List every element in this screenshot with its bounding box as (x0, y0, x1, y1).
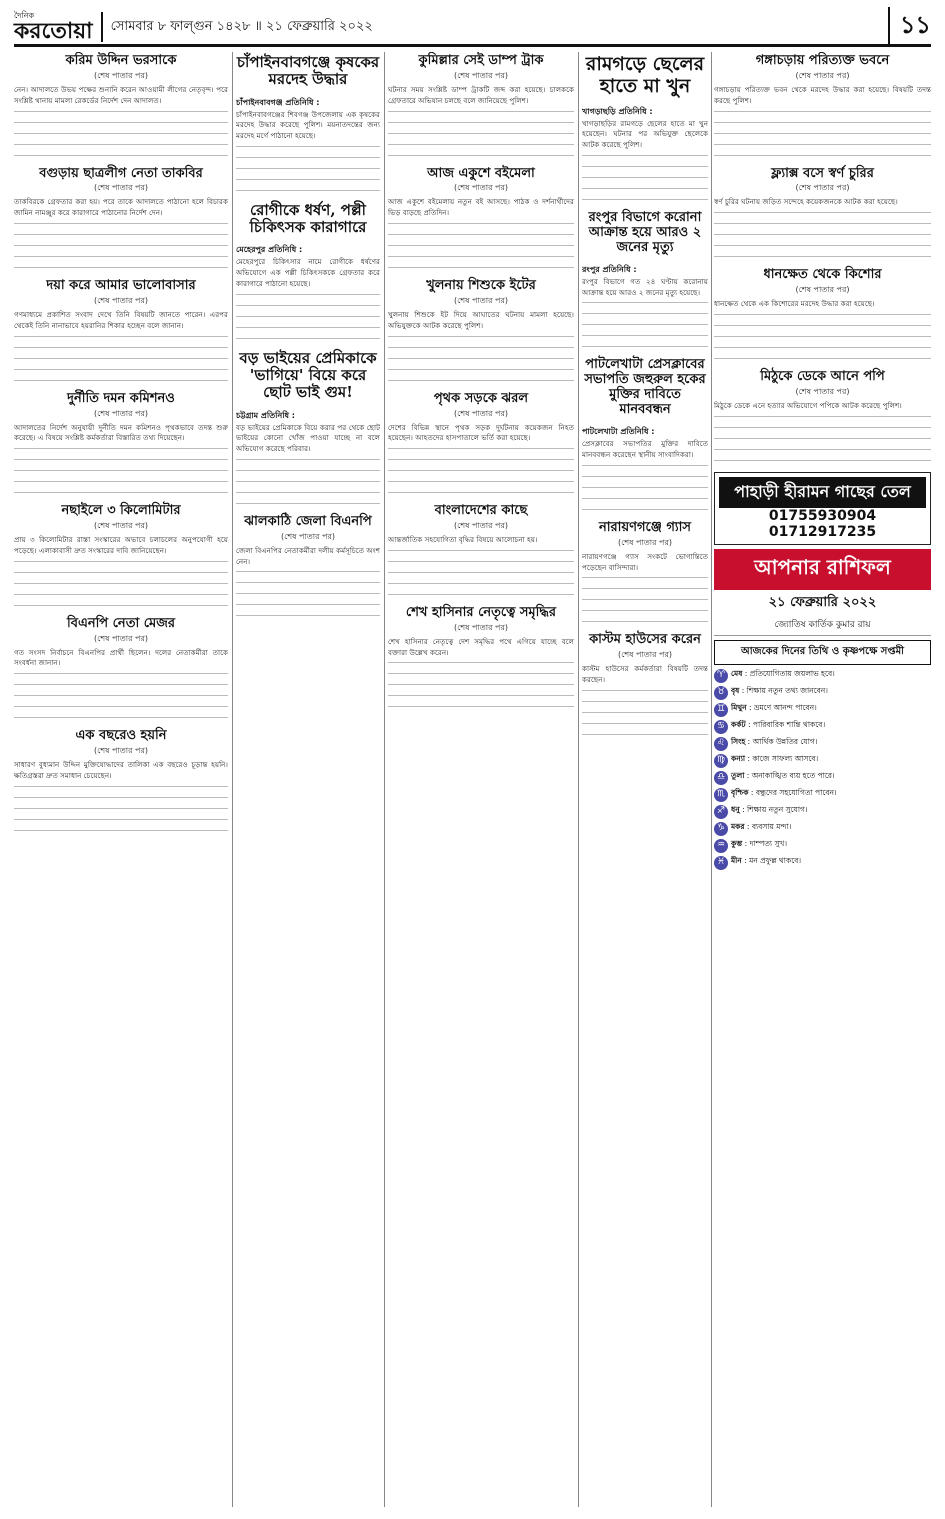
zodiac-reading: কাজে সাফল্য আসবে। (752, 753, 819, 763)
article-text-filler (582, 151, 708, 205)
article-headline: ঝালকাঠি জেলা বিএনপি (244, 513, 372, 529)
zodiac-reading: মন প্রফুল্ল থাকবে। (749, 855, 802, 865)
horoscope-item (714, 839, 931, 853)
article-byline: চাঁপাইনবাবগঞ্জ প্রতিনিধি : (236, 97, 320, 107)
article (236, 202, 380, 344)
zodiac-reading: পারিবারিক শান্তি থাকবে। (752, 719, 826, 729)
article-text-filler (236, 455, 380, 509)
article-body: মেহেরপুরে চিকিৎসার নামে রোগীকে ধর্ষণের অভিযোগে এক পল্লী চিকিৎসককে গ্রেফতার করে কারাগারে পাঠানো হয়েছে। (236, 257, 380, 288)
article-text-filler (14, 669, 228, 723)
zodiac-name: কন্যা (731, 753, 746, 763)
article-body: প্রায় ৩ কিলোমিটার রাস্তা সংস্কারের অভাবে চলাচলের অনুপযোগী হয়ে পড়েছে। এলাকাবাসী দ্রুত সংস্কারের দাবি জানিয়েছেন। (14, 535, 228, 555)
article-body: গত সংসদ নির্বাচনে বিএনপির প্রার্থী ছিলেন। দলের নেতাকর্মীরা তাকে সংবর্ধনা জানান। (14, 647, 228, 668)
horoscope-item (714, 856, 931, 870)
zodiac-icon: ♈ (714, 669, 728, 683)
article (236, 515, 380, 622)
zodiac-icon: ♓ (714, 856, 728, 870)
zodiac-name: ধনু (731, 804, 740, 814)
article (582, 358, 708, 514)
article-text-filler (388, 444, 574, 498)
zodiac-reading: প্রতিযোগিতায় জয়লাভ হবে। (749, 668, 835, 678)
article-body: প্রেসক্লাবের সভাপতির মুক্তির দাবিতে মানববন্ধন করেছেন স্থানীয় সাংবাদিকরা। (582, 439, 708, 460)
article-headline: পাটলেখাটা প্রেসক্লাবের সভাপতি জহুরুল হকের মুক্তির দাবিতে মানববন্ধন (584, 357, 706, 418)
zodiac-name: কর্কট (731, 719, 746, 729)
article-body: ঘটনার সময় সংশ্লিষ্ট ডাম্প ট্রাকটি জব্দ করা হয়েছে। চালককে গ্রেফতারে অভিযান চলছে বলে জানিয়েছে পুলিশ। (388, 84, 574, 105)
article-headline: বিএনপি নেতা মেজর (66, 615, 176, 631)
article-body: নেন। আদালতে উভয় পক্ষের শুনানি করেন আওয়ামী লীগের নেতৃবৃন্দ। পরে সংশ্লিষ্ট থানায় মামলা রেকর্ডের নির্দেশ দেন আদালত। (14, 84, 228, 105)
continuation-note: (শেষ পাতার পর) (453, 70, 509, 80)
zodiac-icon: ♍ (714, 754, 728, 768)
article (582, 633, 708, 740)
column-1 (14, 52, 228, 1507)
article-headline: শেখ হাসিনার নেতৃত্বে সমৃদ্ধির (405, 604, 557, 620)
article (388, 606, 574, 713)
article-headline: রোগীকে ধর্ষণ, পল্লী চিকিৎসক কারাগারে (249, 200, 367, 237)
article-text-filler (14, 782, 228, 836)
horoscope-text: কুম্ভ : দাম্পত্য সুখ। (731, 838, 788, 848)
horoscope-item (714, 703, 931, 717)
article (14, 167, 228, 274)
zodiac-name: মকর (731, 821, 745, 831)
continuation-note: (শেষ পাতার পর) (795, 285, 850, 295)
article (714, 54, 931, 161)
article-headline: রংপুর বিভাগে করোনা আক্রান্ত হয়ে আরও ২ জনের মৃত্যু (588, 210, 702, 255)
article-text-filler (388, 332, 574, 386)
article-headline: ফ্ল্যাক্স বসে স্বর্ণ চুরির (771, 165, 874, 181)
column-5-articles (714, 54, 931, 466)
article (14, 279, 228, 386)
article-text-filler (236, 290, 380, 344)
zodiac-name: তুলা (731, 770, 745, 780)
continuation-note: (শেষ পাতার পর) (795, 183, 850, 193)
article (236, 54, 380, 196)
horoscope-text: মকর : ব্যবসায় মন্দা। (731, 821, 792, 831)
zodiac-reading: শিক্ষায় নতুন তথ্য জানবেন। (746, 685, 828, 695)
article-text-filler (714, 412, 931, 466)
horoscope-item (714, 822, 931, 836)
horoscope-item (714, 771, 931, 785)
article-headline: গঙ্গাচড়ায় পরিত্যক্ত ভবনে (755, 53, 890, 68)
article (14, 617, 228, 724)
horoscope-signs (714, 669, 931, 870)
zodiac-name: বৃষ (731, 685, 740, 695)
article-byline: রংপুর প্রতিনিধি : (582, 264, 637, 274)
article (14, 54, 228, 161)
zodiac-icon: ♐ (714, 805, 728, 819)
article-body: আন্তর্জাতিক সহযোগিতা বৃদ্ধির বিষয়ে আলোচনা হয়। (388, 535, 538, 545)
zodiac-icon: ♌ (714, 737, 728, 751)
article-text-filler (14, 444, 228, 498)
horoscope-text: মেষ : প্রতিযোগিতায় জয়লাভ হবে। (731, 668, 835, 678)
horoscope-item (714, 669, 931, 683)
zodiac-icon: ♊ (714, 703, 728, 717)
zodiac-icon: ♒ (714, 839, 728, 853)
article-headline: চাঁপাইনবাবগঞ্জে কৃষকের মরদেহ উদ্ধার (236, 53, 380, 89)
continuation-note: (শেষ পাতার পর) (93, 296, 149, 305)
article-text-filler (582, 686, 708, 740)
zodiac-name: কুম্ভ (731, 838, 743, 848)
article-body: খাগড়াছড়ির রামগড়ে ছেলের হাতে মা খুন হয়েছেন। ঘটনার পর অভিযুক্ত ছেলেকে আটক করেছে পুলিশ। (582, 118, 708, 150)
horoscope-heading: আপনার রাশিফল (714, 549, 931, 590)
article-body: ধানক্ষেত থেকে এক কিশোরের মরদেহ উদ্ধার করা হয়েছে। (714, 299, 875, 309)
article-body: নারায়ণগঞ্জে গ্যাস সংকটে ভোগান্তিতে পড়েছেন বাসিন্দারা। (582, 551, 708, 572)
horoscope-text: বৃষ : শিক্ষায় নতুন তথ্য জানবেন। (731, 685, 828, 695)
article-text-filler (14, 557, 228, 611)
continuation-note: (শেষ পাতার পর) (453, 622, 509, 632)
continuation-note: (শেষ পাতার পর) (453, 296, 509, 305)
article-text-filler (14, 219, 228, 273)
article-headline: বাংলাদেশের কাছে (434, 503, 528, 519)
zodiac-name: সিংহ (731, 736, 746, 746)
continuation-note: (শেষ পাতার পর) (93, 521, 149, 531)
article (14, 392, 228, 499)
horoscope-text: সিংহ : আর্থিক উন্নতির যোগ। (731, 736, 818, 746)
horoscope-text: বৃশ্চিক : বন্ধুদের সহযোগিতা পাবেন। (731, 787, 837, 797)
column-divider (578, 52, 579, 1507)
zodiac-name: মীন (731, 855, 742, 865)
continuation-note: (শেষ পাতার পর) (93, 746, 149, 756)
dateline: সোমবার ৮ ফাল্গুন ১৪২৮ ॥ ২১ ফেব্রুয়ারি ২০২২ (110, 18, 373, 34)
ad-phone: 01755930904 (768, 507, 877, 524)
zodiac-icon: ♏ (714, 788, 728, 802)
article-headline: কুমিল্লার সেই ডাম্প ট্রাক (418, 53, 544, 68)
article-headline: রামগড়ে ছেলের হাতে মা খুন (585, 53, 705, 97)
article-byline: চট্টগ্রাম প্রতিনিধি : (236, 410, 295, 420)
article-text-filler (388, 219, 574, 273)
article-body: আজ একুশে বইমেলায় নতুন বই আসছে। পাঠক ও দর্শনার্থীদের ভিড় বাড়ছে প্রতিদিন। (388, 197, 574, 218)
zodiac-icon: ♋ (714, 720, 728, 734)
column-divider (711, 52, 712, 1507)
masthead (14, 10, 931, 47)
horoscope-item (714, 737, 931, 751)
column-4 (582, 52, 708, 1507)
continuation-note: (শেষ পাতার পর) (795, 70, 850, 80)
zodiac-reading: ভ্রমণে আনন্দ পাবেন। (753, 702, 817, 712)
article-headline: এক বছরেও হয়নি (75, 728, 167, 744)
article-text-filler (388, 107, 574, 161)
article-body: কাস্টম হাউসের কর্মকর্তারা বিষয়টি তদন্ত করছেন। (582, 664, 708, 685)
article-headline: নারায়ণগঞ্জে গ্যাস (599, 519, 691, 535)
article-body: সাধারণ বুধ্যমান উদ্দিন মুক্তিযোদ্ধাদের তালিকা এক বছরেও চূড়ান্ত হয়নি। ক্ষতিগ্রস্তরা দ্রুত সমাধান চেয়েছেন। (14, 760, 228, 780)
horoscope-item (714, 754, 931, 768)
article-body: চাঁপাইনবাবগঞ্জের শিবগঞ্জ উপজেলায় এক কৃষকের মরদেহ উদ্ধার করেছে পুলিশ। ময়নাতদন্তের জন্য মরদেহ মর্গে পাঠানো হয়েছে। (236, 109, 380, 141)
ad-phone-secondary: 01712917235 (768, 523, 877, 540)
article-text-filler (14, 332, 228, 386)
horoscope-text: কর্কট : পারিবারিক শান্তি থাকবে। (731, 719, 826, 729)
zodiac-icon: ♉ (714, 686, 728, 700)
article (714, 370, 931, 466)
logo-sub: দৈনিক (14, 11, 35, 20)
article (236, 350, 380, 509)
continuation-note: (শেষ পাতার পর) (617, 537, 673, 547)
horoscope-text: মীন : মন প্রফুল্ল থাকবে। (731, 855, 802, 865)
newspaper-logo: দৈনিক করতোয়া (14, 12, 103, 42)
article (14, 729, 228, 836)
article (714, 167, 931, 263)
article-body: মিঠুকে ডেকে এনে হত্যার অভিযোগে পপিকে আটক করেছে পুলিশ। (714, 400, 902, 410)
continuation-note: (শেষ পাতার পর) (93, 408, 149, 418)
article-body: স্বর্ণ চুরির ঘটনায় জড়িত সন্দেহে কয়েকজনকে আটক করা হয়েছে। (714, 197, 898, 207)
article (714, 268, 931, 364)
continuation-note: (শেষ পাতার পর) (453, 408, 509, 418)
zodiac-name: মিথুন (731, 702, 747, 712)
zodiac-reading: ব্যবসায় মন্দা। (751, 821, 792, 831)
zodiac-icon: ♑ (714, 822, 728, 836)
zodiac-name: মেষ (731, 668, 743, 678)
article-headline: আজ একুশে বইমেলা (427, 165, 535, 181)
article-headline: ধানক্ষেত থেকে কিশোর (763, 267, 882, 283)
article (388, 54, 574, 161)
article-headline: মিঠুকে ডেকে আনে পপি (760, 369, 885, 384)
article-body: জেলা বিএনপির নেতাকর্মীরা দলীয় কর্মসূচিতে অংশ নেন। (236, 545, 380, 566)
column-divider (384, 52, 385, 1507)
continuation-note: (শেষ পাতার পর) (93, 183, 149, 193)
article-headline: নছাইলে ৩ কিলোমিটার (61, 503, 181, 519)
article (388, 504, 574, 600)
horoscope-text: কন্যা : কাজে সাফল্য আসবে। (731, 753, 819, 763)
article (388, 279, 574, 386)
article-text-filler (388, 546, 574, 600)
article-text-filler (236, 142, 380, 196)
article-body: দেশের বিভিন্ন স্থানে পৃথক সড়ক দুর্ঘটনায় কয়েকজন নিহত হয়েছেন। আহতদের হাসপাতালে ভর্তি করা হয়েছে। (388, 422, 574, 443)
horoscope-item (714, 720, 931, 734)
article-text-filler (388, 658, 574, 712)
article-body: তাকবিরকে গ্রেফতার করা হয়। পরে তাকে আদালতে পাঠানো হলে বিচারক জামিন নামঞ্জুর করে কারাগারে পাঠানোর নির্দেশ দেন। (14, 197, 228, 218)
zodiac-reading: শিক্ষায় নতুন সুযোগ। (746, 804, 808, 814)
article (582, 211, 708, 352)
article-body: রংপুর বিভাগে গত ২৪ ঘণ্টায় করোনায় আক্রান্ত হয়ে আরও ২ জনের মৃত্যু হয়েছে। (582, 276, 708, 297)
article-text-filler (582, 461, 708, 515)
article-text-filler (582, 298, 708, 352)
article-text-filler (236, 567, 380, 621)
article (388, 392, 574, 499)
continuation-note: (শেষ পাতার পর) (453, 183, 509, 193)
ad-title: পাহাড়ী হীরামন গাছের তেল (719, 477, 926, 508)
horoscope-text: মিথুন : ভ্রমণে আনন্দ পাবেন। (731, 702, 817, 712)
horoscope-text: ধনু : শিক্ষায় নতুন সুযোগ। (731, 804, 808, 814)
zodiac-reading: আর্থিক উন্নতির যোগ। (752, 736, 818, 746)
horoscope-section (714, 549, 931, 870)
column-5 (714, 52, 931, 1507)
article-headline: বগুড়ায় ছাত্রলীগ নেতা তাকবির (39, 165, 203, 181)
column-2 (236, 52, 380, 1507)
article-byline: খাগড়াছড়ি প্রতিনিধি : (582, 106, 653, 116)
column-divider (232, 52, 233, 1507)
horoscope-author: জ্যোতিষ কার্তিক কুমার রায় (714, 617, 931, 636)
article-body: খুলনায় শিশুকে ইট দিয়ে আঘাতের ঘটনায় মামলা হয়েছে। অভিযুক্তকে আটক করেছে পুলিশ। (388, 310, 574, 330)
article-body: শেখ হাসিনার নেতৃত্বে দেশ সমৃদ্ধির পথে এগিয়ে যাচ্ছে বলে বক্তারা উল্লেখ করেন। (388, 636, 574, 657)
continuation-note: (শেষ পাতার পর) (93, 633, 149, 643)
continuation-note: (শেষ পাতার পর) (453, 521, 509, 531)
article-body: আদালতের নির্দেশ অনুযায়ী দুর্নীতি দমন কমিশনও পৃথকভাবে তদন্ত শুরু করেছে। এ বিষয়ে সংশ্লিষ্ট কর্মকর্তারা বিস্তারিত তথ্য দিয়েছেন। (14, 422, 228, 443)
column-3 (388, 52, 574, 1507)
article-body: গঙ্গাচড়ায় পরিত্যক্ত ভবন থেকে মরদেহ উদ্ধার করা হয়েছে। বিষয়টি তদন্ত করছে পুলিশ। (714, 84, 931, 105)
horoscope-item (714, 686, 931, 700)
continuation-note: (শেষ পাতার পর) (795, 386, 850, 396)
zodiac-reading: বন্ধুদের সহযোগিতা পাবেন। (755, 787, 837, 797)
article (582, 54, 708, 205)
article-text-filler (14, 107, 228, 161)
zodiac-reading: দাম্পত্য সুখ। (749, 838, 788, 848)
article-headline: বড় ভাইয়ের প্রেমিকাকে 'ভাগিয়ে' বিয়ে করে ছোট ভাই গুম! (239, 348, 377, 402)
article-headline: খুলনায় শিশুকে ইটের (426, 278, 536, 294)
zodiac-name: বৃশ্চিক (731, 787, 749, 797)
article (14, 504, 228, 611)
horoscope-date: ২১ ফেব্রুয়ারি ২০২২ (768, 594, 877, 610)
article-body: গণমাধ্যমে প্রকাশিত সংবাদ দেখে তিনি বিষয়টি জানতে পারেন। এরপর থেকেই তিনি নানাভাবে হয়রানির শিকার হচ্ছেন বলে জানান। (14, 310, 228, 330)
continuation-note: (শেষ পাতার পর) (617, 650, 673, 660)
tithi-box: আজকের দিনের তিথি ও কৃষ্ণপক্ষে সপ্তমী (714, 640, 931, 665)
article (582, 521, 708, 628)
continuation-note: (শেষ পাতার পর) (280, 531, 336, 541)
article-headline: দয়া করে আমার ভালোবাসার (46, 278, 196, 294)
page-number: ১১ (888, 7, 931, 47)
article-byline: মেহেরপুর প্রতিনিধি : (236, 245, 303, 255)
article-text-filler (714, 310, 931, 364)
article-headline: করিম উদ্দিন ভরসাকে (65, 53, 177, 68)
article (388, 167, 574, 274)
oil-advertisement (714, 472, 931, 545)
article-text-filler (714, 208, 931, 262)
article-headline: কাস্টম হাউসের করেন (589, 632, 701, 648)
article-body: বড় ভাইয়ের প্রেমিকাকে বিয়ে করার পর থেকে ছোট ভাইয়ের কোনো খোঁজ পাওয়া যাচ্ছে না বলে অভিযোগ করেছে পরিবার। (236, 422, 380, 454)
horoscope-item (714, 788, 931, 802)
article-text-filler (582, 573, 708, 627)
article-headline: পৃথক সড়কে ঝরল (433, 390, 529, 406)
horoscope-item (714, 805, 931, 819)
article-text-filler (714, 107, 931, 161)
article-byline: পাটলেখাটা প্রতিনিধি : (582, 427, 655, 437)
continuation-note: (শেষ পাতার পর) (93, 70, 149, 80)
article-headline: দুর্নীতি দমন কমিশনও (67, 390, 175, 406)
zodiac-icon: ♎ (714, 771, 728, 785)
zodiac-reading: অনাকাঙ্খিত ব্যয় হতে পারে। (751, 770, 835, 780)
horoscope-text: তুলা : অনাকাঙ্খিত ব্যয় হতে পারে। (731, 770, 835, 780)
